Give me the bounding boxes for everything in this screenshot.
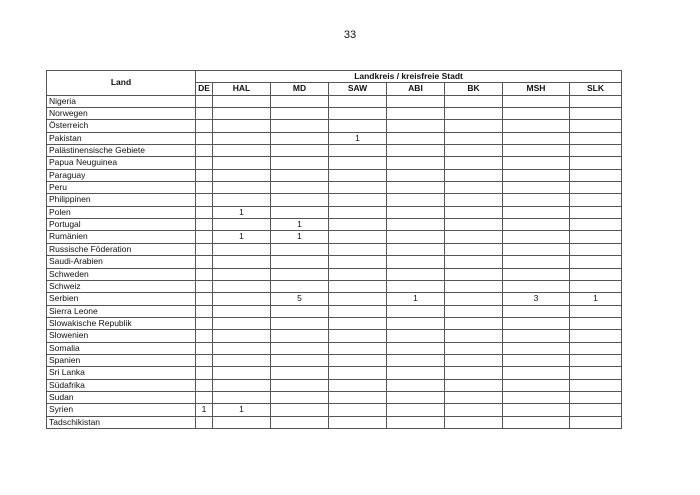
value-cell: 1 (387, 293, 445, 305)
value-cell (570, 354, 622, 366)
value-cell (213, 280, 271, 292)
value-cell (503, 120, 570, 132)
value-cell (387, 342, 445, 354)
value-cell (387, 206, 445, 218)
value-cell (196, 280, 213, 292)
value-cell (213, 120, 271, 132)
value-cell (503, 330, 570, 342)
value-cell: 1 (329, 132, 387, 144)
value-cell (271, 317, 329, 329)
value-cell (445, 305, 503, 317)
value-cell (329, 367, 387, 379)
value-cell (271, 169, 329, 181)
value-cell (271, 132, 329, 144)
value-cell (196, 194, 213, 206)
table-row (47, 120, 622, 132)
value-cell (329, 305, 387, 317)
value-cell (445, 416, 503, 428)
value-cell (329, 256, 387, 268)
value-cell (503, 404, 570, 416)
value-cell (445, 231, 503, 243)
value-cell (445, 317, 503, 329)
value-cell (271, 416, 329, 428)
country-cell: Russische Föderation (47, 243, 196, 255)
value-cell (570, 280, 622, 292)
value-cell (387, 280, 445, 292)
value-cell (570, 206, 622, 218)
country-cell: Portugal (47, 219, 196, 231)
value-cell (387, 367, 445, 379)
country-cell: Papua Neuguinea (47, 157, 196, 169)
value-cell (570, 145, 622, 157)
value-cell (445, 256, 503, 268)
country-cell: Polen (47, 206, 196, 218)
value-cell (213, 416, 271, 428)
value-cell (503, 194, 570, 206)
value-cell (445, 330, 503, 342)
table-row (47, 231, 622, 243)
value-cell (329, 95, 387, 107)
value-cell (329, 169, 387, 181)
value-cell (445, 206, 503, 218)
table-row (47, 379, 622, 391)
value-cell (213, 317, 271, 329)
value-cell (570, 404, 622, 416)
country-cell: Spanien (47, 354, 196, 366)
value-cell (387, 120, 445, 132)
value-cell (387, 416, 445, 428)
table-row (47, 416, 622, 428)
value-cell (570, 330, 622, 342)
value-cell (271, 391, 329, 403)
value-cell (570, 108, 622, 120)
value-cell (196, 169, 213, 181)
value-cell (570, 231, 622, 243)
value-cell (196, 157, 213, 169)
value-cell (196, 231, 213, 243)
value-cell (329, 206, 387, 218)
value-cell (570, 268, 622, 280)
table-row (47, 391, 622, 403)
value-cell: 1 (213, 231, 271, 243)
country-cell: Tadschikistan (47, 416, 196, 428)
value-cell (503, 317, 570, 329)
value-cell (503, 219, 570, 231)
country-cell: Schweiz (47, 280, 196, 292)
value-cell (329, 391, 387, 403)
value-cell: 1 (213, 404, 271, 416)
page-number: 33 (343, 29, 357, 41)
value-cell: 1 (570, 293, 622, 305)
value-cell (387, 256, 445, 268)
value-cell (329, 243, 387, 255)
value-cell (271, 330, 329, 342)
value-cell (570, 256, 622, 268)
value-cell (196, 256, 213, 268)
value-cell (271, 342, 329, 354)
value-cell (196, 317, 213, 329)
country-cell: Palästinensische Gebiete (47, 145, 196, 157)
country-cell: Slowenien (47, 330, 196, 342)
table-row (47, 342, 622, 354)
header-row-group (47, 71, 622, 83)
value-cell (570, 416, 622, 428)
value-cell (445, 169, 503, 181)
value-cell (387, 182, 445, 194)
country-cell: Slowakische Republik (47, 317, 196, 329)
value-cell (329, 108, 387, 120)
value-cell (329, 379, 387, 391)
table-row (47, 169, 622, 181)
country-cell: Rumänien (47, 231, 196, 243)
table-row (47, 404, 622, 416)
table-row (47, 132, 622, 144)
value-cell (196, 391, 213, 403)
value-cell (503, 157, 570, 169)
value-cell (570, 157, 622, 169)
value-cell (329, 194, 387, 206)
value-cell (570, 219, 622, 231)
value-cell (387, 391, 445, 403)
value-cell (329, 268, 387, 280)
value-cell (213, 354, 271, 366)
value-cell (503, 391, 570, 403)
column-header-bk: BK (445, 83, 503, 95)
value-cell (329, 219, 387, 231)
value-cell (445, 379, 503, 391)
country-cell: Schweden (47, 268, 196, 280)
value-cell (196, 354, 213, 366)
value-cell: 5 (271, 293, 329, 305)
value-cell (196, 268, 213, 280)
value-cell (503, 145, 570, 157)
value-cell (196, 243, 213, 255)
value-cell (196, 416, 213, 428)
value-cell (570, 243, 622, 255)
value-cell (387, 157, 445, 169)
value-cell (445, 132, 503, 144)
value-cell (570, 169, 622, 181)
value-cell (271, 280, 329, 292)
value-cell (387, 243, 445, 255)
value-cell (570, 317, 622, 329)
value-cell (329, 416, 387, 428)
value-cell (196, 379, 213, 391)
value-cell (387, 194, 445, 206)
table-row (47, 280, 622, 292)
value-cell (445, 157, 503, 169)
column-header-saw: SAW (329, 83, 387, 95)
value-cell (570, 182, 622, 194)
column-header-de: DE (196, 83, 213, 95)
value-cell (445, 182, 503, 194)
table-row (47, 145, 622, 157)
value-cell (503, 379, 570, 391)
country-district-table (46, 70, 622, 429)
value-cell (503, 182, 570, 194)
value-cell (196, 219, 213, 231)
value-cell (329, 120, 387, 132)
value-cell (570, 342, 622, 354)
value-cell (213, 379, 271, 391)
value-cell (503, 305, 570, 317)
value-cell (196, 206, 213, 218)
value-cell (196, 293, 213, 305)
value-cell (196, 132, 213, 144)
value-cell (387, 268, 445, 280)
value-cell (387, 132, 445, 144)
value-cell (213, 243, 271, 255)
value-cell (445, 243, 503, 255)
value-cell (445, 120, 503, 132)
value-cell (196, 145, 213, 157)
value-cell (213, 157, 271, 169)
value-cell: 1 (213, 206, 271, 218)
value-cell (503, 132, 570, 144)
value-cell (213, 256, 271, 268)
value-cell (445, 219, 503, 231)
value-cell (196, 95, 213, 107)
table-row (47, 194, 622, 206)
value-cell (387, 169, 445, 181)
value-cell (445, 367, 503, 379)
value-cell (503, 169, 570, 181)
table-row (47, 243, 622, 255)
value-cell (196, 120, 213, 132)
country-cell: Südafrika (47, 379, 196, 391)
value-cell (213, 219, 271, 231)
value-cell (329, 404, 387, 416)
value-cell (329, 342, 387, 354)
value-cell (387, 354, 445, 366)
value-cell: 1 (271, 219, 329, 231)
value-cell (329, 293, 387, 305)
value-cell (271, 120, 329, 132)
value-cell (271, 379, 329, 391)
value-cell (387, 95, 445, 107)
country-cell: Sudan (47, 391, 196, 403)
value-cell (445, 280, 503, 292)
value-cell (570, 95, 622, 107)
value-cell (570, 391, 622, 403)
table-row (47, 157, 622, 169)
value-cell: 1 (271, 231, 329, 243)
country-cell: Saudi-Arabien (47, 256, 196, 268)
value-cell: 3 (503, 293, 570, 305)
value-cell (271, 95, 329, 107)
column-header-slk: SLK (570, 83, 622, 95)
value-cell (213, 169, 271, 181)
value-cell (387, 305, 445, 317)
country-cell: Paraguay (47, 169, 196, 181)
value-cell (271, 268, 329, 280)
table-row (47, 219, 622, 231)
country-cell: Pakistan (47, 132, 196, 144)
value-cell (271, 354, 329, 366)
value-cell (570, 120, 622, 132)
value-cell (213, 305, 271, 317)
value-cell (213, 95, 271, 107)
value-cell (445, 194, 503, 206)
table-row (47, 95, 622, 107)
value-cell (329, 182, 387, 194)
country-cell: Sierra Leone (47, 305, 196, 317)
country-cell: Sri Lanka (47, 367, 196, 379)
value-cell: 1 (196, 404, 213, 416)
value-cell (445, 391, 503, 403)
value-cell (213, 293, 271, 305)
table-row (47, 256, 622, 268)
value-cell (329, 157, 387, 169)
value-cell (503, 108, 570, 120)
table-row (47, 293, 622, 305)
value-cell (387, 219, 445, 231)
value-cell (271, 157, 329, 169)
value-cell (329, 280, 387, 292)
value-cell (271, 194, 329, 206)
value-cell (445, 95, 503, 107)
country-cell: Norwegen (47, 108, 196, 120)
value-cell (271, 367, 329, 379)
value-cell (271, 256, 329, 268)
value-cell (387, 231, 445, 243)
value-cell (570, 132, 622, 144)
table-row (47, 354, 622, 366)
country-cell: Nigeria (47, 95, 196, 107)
table-row (47, 367, 622, 379)
value-cell (271, 206, 329, 218)
country-cell: Österreich (47, 120, 196, 132)
value-cell (213, 268, 271, 280)
value-cell (570, 367, 622, 379)
value-cell (503, 256, 570, 268)
value-cell (503, 367, 570, 379)
value-cell (213, 145, 271, 157)
value-cell (503, 206, 570, 218)
country-cell: Peru (47, 182, 196, 194)
value-cell (445, 268, 503, 280)
value-cell (329, 231, 387, 243)
value-cell (213, 342, 271, 354)
country-cell: Philippinen (47, 194, 196, 206)
value-cell (387, 379, 445, 391)
value-cell (445, 108, 503, 120)
value-cell (196, 342, 213, 354)
country-cell: Somalia (47, 342, 196, 354)
value-cell (271, 305, 329, 317)
value-cell (503, 354, 570, 366)
value-cell (503, 95, 570, 107)
value-cell (387, 404, 445, 416)
land-header: Land (47, 71, 196, 96)
table-row (47, 206, 622, 218)
value-cell (271, 243, 329, 255)
value-cell (570, 379, 622, 391)
value-cell (445, 293, 503, 305)
value-cell (503, 416, 570, 428)
value-cell (196, 330, 213, 342)
value-cell (329, 145, 387, 157)
value-cell (503, 231, 570, 243)
value-cell (213, 108, 271, 120)
value-cell (503, 280, 570, 292)
value-cell (271, 108, 329, 120)
column-header-msh: MSH (503, 83, 570, 95)
value-cell (445, 404, 503, 416)
value-cell (329, 317, 387, 329)
value-cell (387, 330, 445, 342)
value-cell (213, 182, 271, 194)
value-cell (387, 145, 445, 157)
value-cell (329, 354, 387, 366)
column-header-hal: HAL (213, 83, 271, 95)
value-cell (213, 391, 271, 403)
column-header-md: MD (271, 83, 329, 95)
value-cell (271, 145, 329, 157)
table-row (47, 268, 622, 280)
value-cell (570, 194, 622, 206)
table-row (47, 108, 622, 120)
table-body (47, 95, 622, 428)
value-cell (570, 305, 622, 317)
value-cell (271, 404, 329, 416)
value-cell (329, 330, 387, 342)
value-cell (503, 268, 570, 280)
value-cell (196, 182, 213, 194)
value-cell (503, 243, 570, 255)
table-row (47, 317, 622, 329)
table-row (47, 305, 622, 317)
table-row (47, 182, 622, 194)
country-cell: Syrien (47, 404, 196, 416)
value-cell (503, 342, 570, 354)
table-row (47, 330, 622, 342)
value-cell (196, 367, 213, 379)
value-cell (196, 108, 213, 120)
value-cell (271, 182, 329, 194)
column-header-abi: ABI (387, 83, 445, 95)
value-cell (213, 194, 271, 206)
value-cell (213, 330, 271, 342)
value-cell (445, 342, 503, 354)
value-cell (213, 132, 271, 144)
district-group-header: Landkreis / kreisfreie Stadt (196, 71, 622, 83)
value-cell (445, 145, 503, 157)
value-cell (196, 305, 213, 317)
value-cell (387, 108, 445, 120)
country-cell: Serbien (47, 293, 196, 305)
value-cell (387, 317, 445, 329)
value-cell (213, 367, 271, 379)
value-cell (445, 354, 503, 366)
